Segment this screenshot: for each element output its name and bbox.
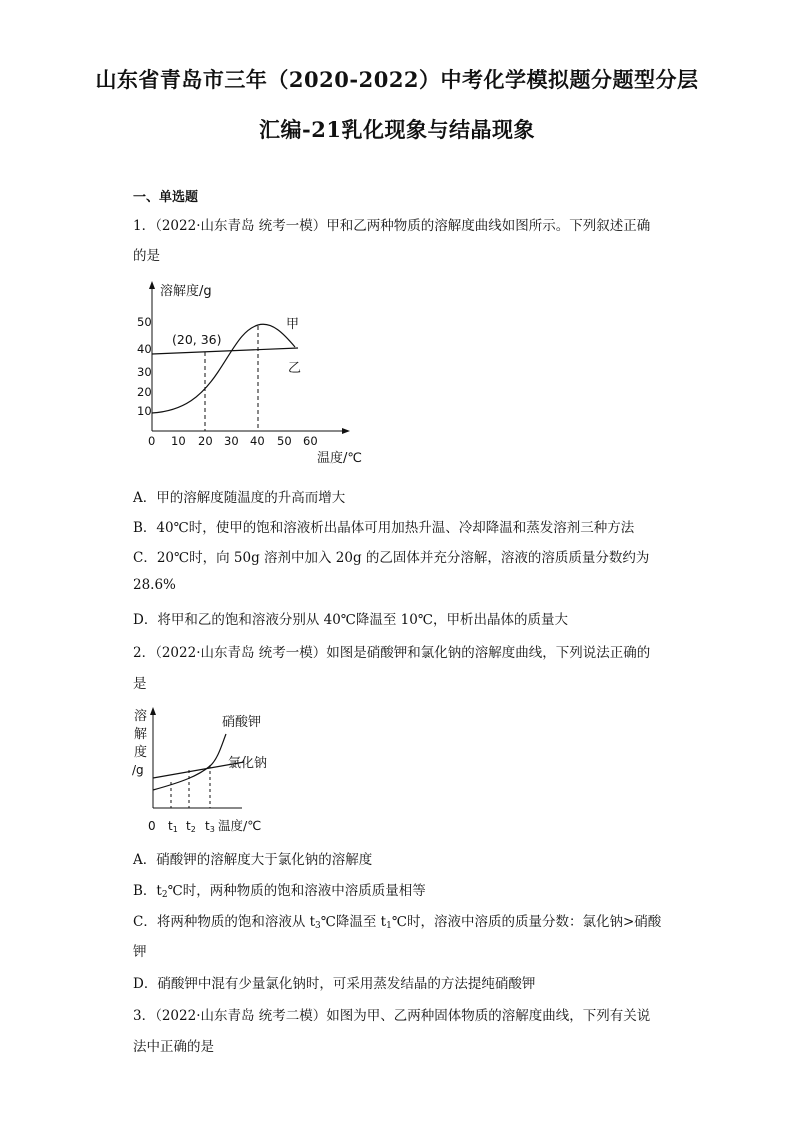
q2-xtick-t2 xyxy=(186,819,196,834)
q2-option-c-mid: ℃降温至 t xyxy=(320,914,387,930)
q2-y-axis-label-char: /g xyxy=(132,763,144,777)
q2-stem-line1: 2．（2022·山东青岛 统考一模）如图是硝酸钾和氯化钠的溶解度曲线，下列说法正确的 xyxy=(133,645,651,661)
q1-option-c-line1: C．20℃时，向 50g 溶剂中加入 20g 的乙固体并充分溶解，溶液的溶质质量分数约为 xyxy=(133,550,650,566)
q1-curve-yi xyxy=(152,348,298,354)
q2-option-b-pre: B．t xyxy=(133,883,162,899)
q2-xtick-t2-sub: 2 xyxy=(190,825,196,834)
doc-title-line1: 山东省青岛市三年（2020-2022）中考化学模拟题分题型分层 xyxy=(95,67,699,92)
q1-y-axis-arrow xyxy=(149,281,155,289)
q1-option-b: B．40℃时，使甲的饱和溶液析出晶体可用加热升温、冷却降温和蒸发溶剂三种方法 xyxy=(133,520,635,536)
q3-stem-line2: 法中正确的是 xyxy=(133,1039,214,1055)
section-heading: 一、单选题 xyxy=(133,190,199,205)
q2-y-axis-label-char: 度 xyxy=(134,745,148,760)
q1-ytick-label: 30 xyxy=(137,365,152,379)
q2-xtick-t3-sub: 3 xyxy=(209,825,215,834)
q2-x-axis-label: 温度/℃ xyxy=(218,818,262,833)
q3-stem-line1: 3．（2022·山东青岛 统考二模）如图为甲、乙两种固体物质的溶解度曲线，下列有关说 xyxy=(133,1008,651,1024)
q1-option-c-line2: 28.6% xyxy=(133,577,176,593)
q1-ytick-label: 40 xyxy=(137,342,152,356)
q2-xtick-t1-sub: 1 xyxy=(172,825,178,834)
q2-stem-line2: 是 xyxy=(133,676,147,692)
q1-ytick-label: 10 xyxy=(137,404,152,418)
q2-option-a: A．硝酸钾的溶解度大于氯化钠的溶解度 xyxy=(133,852,373,868)
q2-y-axis-label-char: 解 xyxy=(134,727,148,742)
q1-stem-line1: 1．（2022·山东青岛 统考一模）甲和乙两种物质的溶解度曲线如图所示。下列叙述正确 xyxy=(133,218,651,234)
q2-xtick-t1 xyxy=(168,819,178,834)
q1-series-yi-label: 乙 xyxy=(288,361,302,376)
q2-option-c-line2: 钾 xyxy=(133,944,147,960)
q1-solubility-chart xyxy=(134,278,374,468)
q1-xtick-label: 30 xyxy=(224,434,239,448)
q2-y-axis-label-char: 溶 xyxy=(134,709,148,724)
q1-xtick-label: 10 xyxy=(171,434,186,448)
q2-option-d: D．硝酸钾中混有少量氯化钠时，可采用蒸发结晶的方法提纯硝酸钾 xyxy=(133,976,536,992)
q2-option-b xyxy=(133,879,426,900)
q2-xtick-t3-main: t xyxy=(205,819,210,833)
q1-xtick-label: 50 xyxy=(277,434,292,448)
q2-option-c-sub1: 3 xyxy=(315,921,321,931)
q1-xtick-label: 60 xyxy=(303,434,318,448)
q2-series-knO3-label: 硝酸钾 xyxy=(222,715,262,730)
q1-xtick-label: 0 xyxy=(148,434,156,448)
q1-option-d: D．将甲和乙的饱和溶液分别从 40℃降温至 10℃，甲析出晶体的质量大 xyxy=(133,612,568,628)
q1-x-axis-label: 温度/℃ xyxy=(317,451,362,466)
q2-option-c-sub2: 1 xyxy=(386,921,392,931)
q2-xtick-t1-main: t xyxy=(168,819,173,833)
q2-origin-label: 0 xyxy=(148,819,156,833)
q1-y-axis-label: 溶解度/g xyxy=(160,284,212,299)
q1-option-a: A．甲的溶解度随温度的升高而增大 xyxy=(133,490,346,506)
q2-option-b-sub: 2 xyxy=(161,890,168,900)
doc-title-line2: 汇编-21乳化现象与结晶现象 xyxy=(259,117,535,142)
q2-option-c-post: ℃时，溶液中溶质的质量分数：氯化钠>硝酸 xyxy=(391,914,662,930)
q2-option-c-pre: C．将两种物质的饱和溶液从 t xyxy=(133,914,316,930)
q2-series-nacl-label: 氯化钠 xyxy=(228,756,268,771)
q2-option-c xyxy=(133,910,661,931)
q2-xtick-t2-main: t xyxy=(186,819,191,833)
q1-point-label: (20, 36) xyxy=(172,332,222,347)
q2-option-b-post: ℃时，两种物质的饱和溶液中溶质质量相等 xyxy=(167,883,426,899)
q1-xtick-label: 20 xyxy=(198,434,213,448)
q1-ytick-label: 20 xyxy=(137,385,152,399)
q2-xtick-t3 xyxy=(205,819,215,834)
q2-y-axis-arrow xyxy=(150,707,156,715)
q2-curve-potassium-nitrate xyxy=(153,734,226,790)
q1-series-jia-label: 甲 xyxy=(286,317,300,332)
q2-solubility-chart xyxy=(132,704,292,836)
q1-x-axis-arrow xyxy=(342,428,350,434)
q1-xtick-label: 40 xyxy=(250,434,265,448)
q1-ytick-label: 50 xyxy=(137,315,152,329)
q1-stem-line2: 的是 xyxy=(133,248,160,264)
